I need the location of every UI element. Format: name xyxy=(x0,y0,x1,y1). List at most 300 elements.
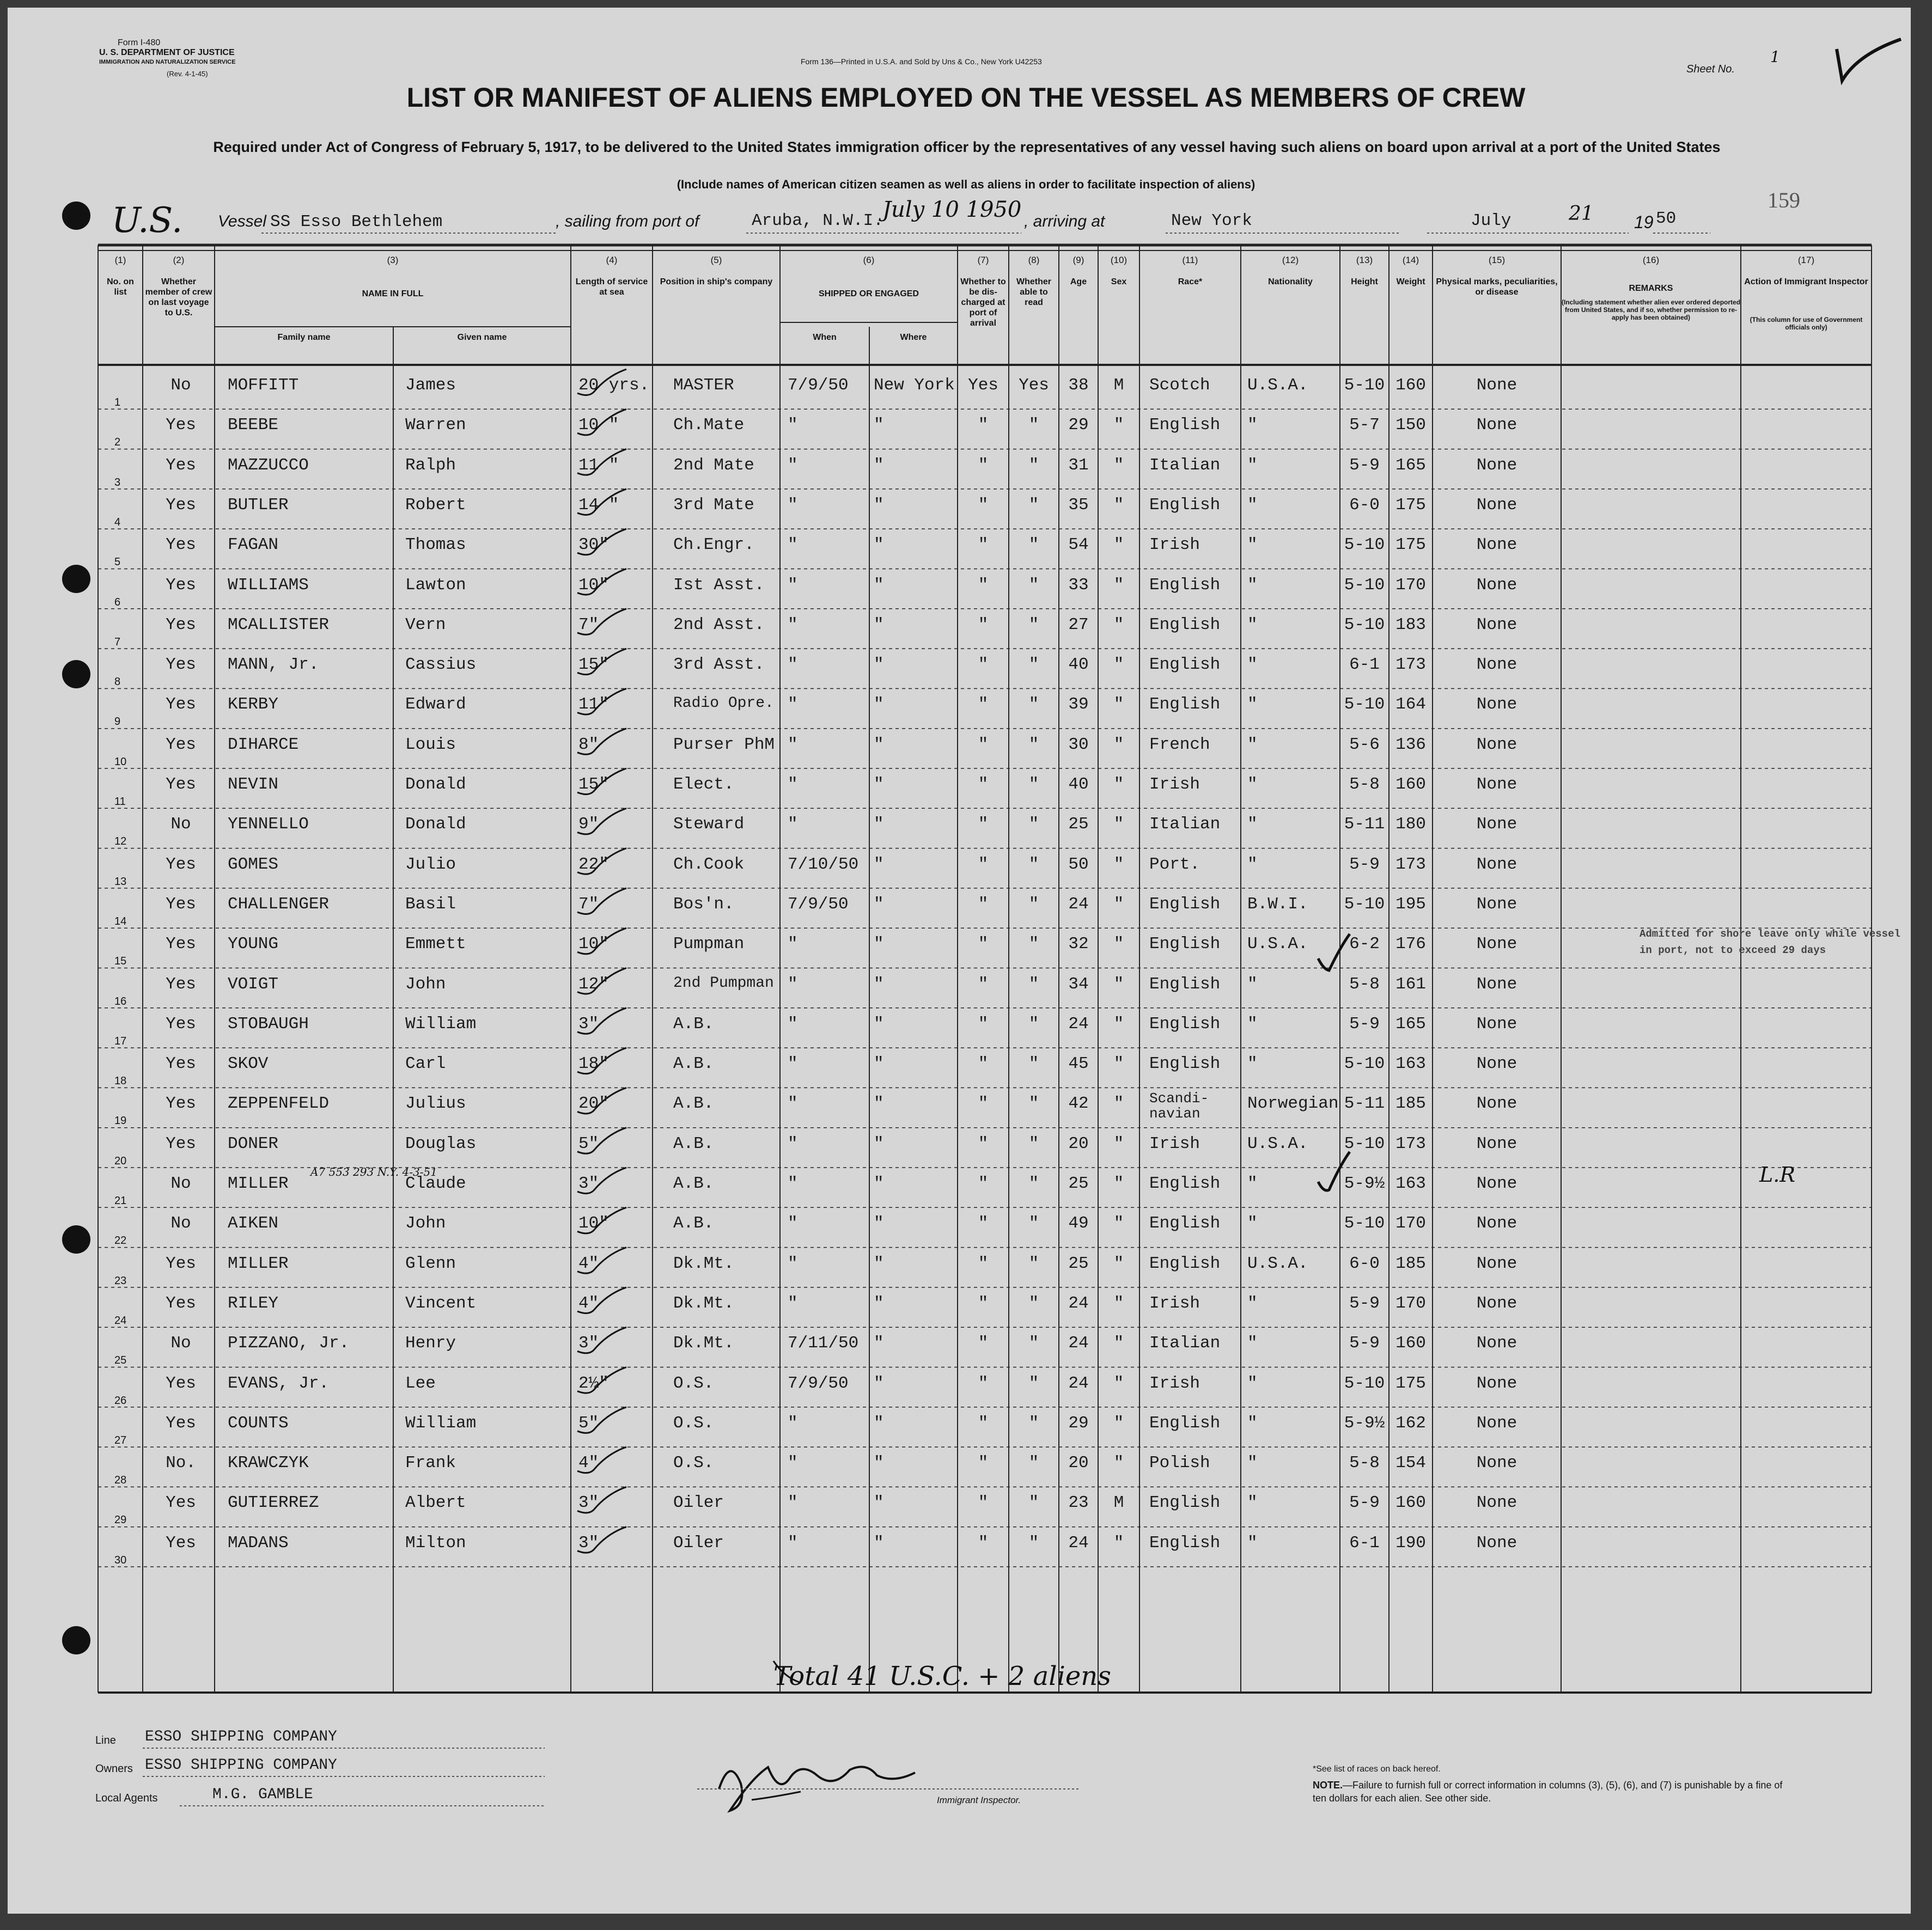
cell-sex: " xyxy=(1113,1014,1124,1034)
cell-service: 10" xyxy=(578,1214,609,1233)
cell-nat: " xyxy=(1247,1174,1258,1193)
cell-height: 5-10 xyxy=(1344,1373,1385,1393)
cell-read: " xyxy=(1028,1493,1039,1513)
column-header: REMARKS xyxy=(1629,284,1673,293)
arrival-day: 21 xyxy=(1569,203,1594,225)
cell-where: " xyxy=(874,695,884,714)
cell-service: 20 yrs. xyxy=(578,376,650,395)
cell-height: 5-9 xyxy=(1349,455,1380,475)
sailing-port: Aruba, N.W.I. xyxy=(752,211,883,230)
cell-marks: None xyxy=(1476,1334,1517,1353)
cell-race: Italian xyxy=(1149,815,1221,834)
family-name-header: Family name xyxy=(277,333,331,342)
total-note: Total 41 U.S.C. + 2 aliens xyxy=(773,1661,1111,1691)
cell-family: WILLIAMS xyxy=(228,575,309,595)
cell-when: " xyxy=(788,575,798,595)
cell-crew: Yes xyxy=(166,455,196,475)
cell-read: " xyxy=(1028,775,1039,794)
column-header: Weight xyxy=(1396,277,1425,286)
cell-disch: " xyxy=(978,1413,989,1433)
cell-where: " xyxy=(874,1293,884,1313)
cell-disch: Yes xyxy=(968,376,998,395)
cell-when: " xyxy=(788,1413,798,1433)
cell-given: Basil xyxy=(405,894,456,914)
cell-position: A.B. xyxy=(673,1014,714,1034)
cell-given: John xyxy=(405,1214,446,1233)
row-number: 18 xyxy=(114,1075,127,1088)
cell-race: Scotch xyxy=(1149,376,1210,395)
cell-family: KRAWCZYK xyxy=(228,1453,309,1473)
cell-age: 33 xyxy=(1068,575,1089,595)
cell-sex: " xyxy=(1113,974,1124,994)
cell-family: RILEY xyxy=(228,1293,279,1313)
cell-disch: " xyxy=(978,1254,989,1273)
cell-read: " xyxy=(1028,1413,1039,1433)
cell-height: 5-11 xyxy=(1344,1094,1385,1114)
cell-weight: 170 xyxy=(1395,1214,1426,1233)
cell-marks: None xyxy=(1476,1014,1517,1034)
column-header: Sex xyxy=(1111,277,1127,286)
cell-position: Elect. xyxy=(673,775,734,794)
cell-race: English xyxy=(1149,1054,1221,1074)
cell-family: COUNTS xyxy=(228,1413,289,1433)
cell-weight: 163 xyxy=(1395,1174,1426,1193)
cell-nat: " xyxy=(1247,1054,1258,1074)
cell-height: 5-10 xyxy=(1344,1214,1385,1233)
cell-height: 5-8 xyxy=(1349,974,1380,994)
cell-service: 3" xyxy=(578,1174,599,1193)
column-number: (11) xyxy=(1182,255,1198,265)
cell-position: A.B. xyxy=(673,1214,714,1233)
cell-when: " xyxy=(788,1493,798,1513)
row-number: 10 xyxy=(114,755,127,768)
cell-family: GOMES xyxy=(228,854,279,874)
cell-where: " xyxy=(874,894,884,914)
cell-sex: " xyxy=(1113,1334,1124,1353)
cell-family: BEEBE xyxy=(228,416,279,435)
cell-weight: 154 xyxy=(1395,1453,1426,1473)
cell-family: MAZZUCCO xyxy=(228,455,309,475)
cell-service: 5" xyxy=(578,1134,599,1153)
cell-disch: " xyxy=(978,1373,989,1393)
row-number: 23 xyxy=(114,1274,127,1287)
cell-service: 7" xyxy=(578,894,599,914)
cell-height: 6-0 xyxy=(1349,495,1380,515)
cell-sex: " xyxy=(1113,854,1124,874)
cell-given: Carl xyxy=(405,1054,446,1074)
cell-weight: 161 xyxy=(1395,974,1426,994)
cell-family: EVANS, Jr. xyxy=(228,1373,330,1393)
cell-weight: 175 xyxy=(1395,1373,1426,1393)
row14-remark: Admitted for shore leave only while vessel in port, not to exceed 29 days xyxy=(1640,928,1900,956)
cell-family: SKOV xyxy=(228,1054,269,1074)
cell-family: MOFFITT xyxy=(228,376,299,395)
cell-nat: " xyxy=(1247,535,1258,555)
cell-when: " xyxy=(788,495,798,515)
cell-when: " xyxy=(788,535,798,555)
cell-crew: Yes xyxy=(166,775,196,794)
column-number: (2) xyxy=(173,255,185,265)
column-number: (15) xyxy=(1488,255,1506,265)
sailing-date-hand: July 10 1950 xyxy=(882,197,1022,222)
cell-where: " xyxy=(874,1453,884,1473)
cell-read: " xyxy=(1028,1174,1039,1193)
arrival-port: New York xyxy=(1171,211,1252,230)
cell-family: FAGAN xyxy=(228,535,279,555)
cell-age: 24 xyxy=(1068,1014,1089,1034)
cell-marks: None xyxy=(1476,416,1517,435)
cell-sex: " xyxy=(1113,1453,1124,1473)
cell-service: 5" xyxy=(578,1413,599,1433)
cell-disch: " xyxy=(978,1094,989,1114)
cell-race: English xyxy=(1149,655,1221,675)
column-header: Whether member of crew on last voyage to U.S. xyxy=(145,277,212,317)
cell-family: MILLER xyxy=(228,1254,289,1273)
cell-read: " xyxy=(1028,416,1039,435)
cell-service: 4" xyxy=(578,1293,599,1313)
cell-family: CHALLENGER xyxy=(228,894,330,914)
cell-crew: Yes xyxy=(166,974,196,994)
cell-position: Dk.Mt. xyxy=(673,1334,734,1353)
column-number: (14) xyxy=(1402,255,1419,265)
footer-underlines xyxy=(0,0,654,1819)
agents-label: Local Agents xyxy=(95,1792,158,1804)
cell-read: " xyxy=(1028,495,1039,515)
cell-read: " xyxy=(1028,1014,1039,1034)
cell-race: English xyxy=(1149,495,1221,515)
form-note-line: (Include names of American citizen seamen as well as aliens in order to facilitate inspection of aliens) xyxy=(676,178,1256,191)
cell-age: 29 xyxy=(1068,416,1089,435)
cell-sex: " xyxy=(1113,695,1124,714)
cell-given: Warren xyxy=(405,416,466,435)
cell-where: " xyxy=(874,1134,884,1153)
cell-given: Julius xyxy=(405,1094,466,1114)
cell-nat: " xyxy=(1247,1413,1258,1433)
cell-where: " xyxy=(874,495,884,515)
cell-given: Claude xyxy=(405,1174,466,1193)
cell-age: 38 xyxy=(1068,376,1089,395)
arrival-year: 50 xyxy=(1656,209,1677,228)
cell-disch: " xyxy=(978,1493,989,1513)
cell-nat: " xyxy=(1247,1533,1258,1553)
row19-note: A7 553 293 N.Y. 4-3-51 xyxy=(310,1165,437,1178)
cell-nat: " xyxy=(1247,735,1258,754)
row-number: 20 xyxy=(114,1155,127,1167)
cell-position: 2nd Pumpman xyxy=(673,974,774,992)
cell-nat: " xyxy=(1247,1014,1258,1034)
cell-when: " xyxy=(788,1293,798,1313)
cell-read: Yes xyxy=(1019,376,1049,395)
cell-weight: 175 xyxy=(1395,535,1426,555)
cell-height: 5-9 xyxy=(1349,1493,1380,1513)
cell-weight: 175 xyxy=(1395,495,1426,515)
cell-weight: 160 xyxy=(1395,775,1426,794)
cell-service: 18" xyxy=(578,1054,609,1074)
cell-when: " xyxy=(788,455,798,475)
column-header: NAME IN FULL xyxy=(362,289,424,298)
when-header: When xyxy=(813,333,837,342)
cell-crew: Yes xyxy=(166,935,196,954)
cell-age: 42 xyxy=(1068,1094,1089,1114)
arrival-month: July xyxy=(1471,211,1512,230)
cell-nat: " xyxy=(1247,455,1258,475)
cell-nat: " xyxy=(1247,854,1258,874)
cell-family: PIZZANO, Jr. xyxy=(228,1334,350,1353)
cell-when: 7/9/50 xyxy=(788,1373,849,1393)
cell-race: Irish xyxy=(1149,535,1200,555)
column-header: No. on list xyxy=(107,277,134,297)
arriving-label: , arriving at xyxy=(1024,212,1105,230)
cell-position: Ist Asst. xyxy=(673,575,765,595)
cell-where: " xyxy=(874,1373,884,1393)
cell-weight: 163 xyxy=(1395,1054,1426,1074)
cell-height: 5-8 xyxy=(1349,1453,1380,1473)
cell-weight: 195 xyxy=(1395,894,1426,914)
cell-service: 10" xyxy=(578,935,609,954)
cell-read: " xyxy=(1028,935,1039,954)
cell-family: KERBY xyxy=(228,695,279,714)
action-note: (This column for use of Government officials only) xyxy=(1750,316,1863,331)
cell-nat: " xyxy=(1247,1214,1258,1233)
column-number: (9) xyxy=(1072,255,1084,265)
cell-marks: None xyxy=(1476,575,1517,595)
cell-given: William xyxy=(405,1014,477,1034)
row-number: 1 xyxy=(114,396,121,408)
cell-given: Louis xyxy=(405,735,456,754)
cell-family: MCALLISTER xyxy=(228,615,330,634)
cell-where: " xyxy=(874,1493,884,1513)
cell-height: 5-10 xyxy=(1344,535,1385,555)
cell-service: 14 " xyxy=(578,495,619,515)
cell-where: " xyxy=(874,1334,884,1353)
cell-nat: " xyxy=(1247,695,1258,714)
cell-height: 5-10 xyxy=(1344,615,1385,634)
row-number: 19 xyxy=(114,1115,127,1127)
owners-value: ESSO SHIPPING COMPANY xyxy=(145,1757,337,1774)
cell-nat: " xyxy=(1247,495,1258,515)
cell-height: 6-1 xyxy=(1349,1533,1380,1553)
inspector-underline xyxy=(697,1786,1078,1792)
cell-sex: " xyxy=(1113,894,1124,914)
cell-sex: " xyxy=(1113,655,1124,675)
cell-crew: Yes xyxy=(166,695,196,714)
cell-disch: " xyxy=(978,1293,989,1313)
cell-family: VOIGT xyxy=(228,974,279,994)
cell-given: Vincent xyxy=(405,1293,477,1313)
cell-weight: 136 xyxy=(1395,735,1426,754)
cell-sex: " xyxy=(1113,575,1124,595)
cell-race: Port. xyxy=(1149,854,1200,874)
cell-position: Ch.Engr. xyxy=(673,535,754,555)
cell-given: Julio xyxy=(405,854,456,874)
cell-where: " xyxy=(874,1054,884,1074)
cell-marks: None xyxy=(1476,1293,1517,1313)
cell-when: " xyxy=(788,615,798,634)
column-header: Length of service at sea xyxy=(575,277,648,297)
cell-when: " xyxy=(788,735,798,754)
cell-height: 5-9 xyxy=(1349,854,1380,874)
cell-service: 9" xyxy=(578,815,599,834)
cell-position: Dk.Mt. xyxy=(673,1254,734,1273)
cell-disch: " xyxy=(978,655,989,675)
row-number: 6 xyxy=(114,596,121,608)
cell-nat: " xyxy=(1247,1334,1258,1353)
cell-sex: " xyxy=(1113,1373,1124,1393)
cell-when: 7/10/50 xyxy=(788,854,859,874)
cell-disch: " xyxy=(978,815,989,834)
cell-race: English xyxy=(1149,1014,1221,1034)
cell-height: 5-10 xyxy=(1344,376,1385,395)
vessel-label: Vessel xyxy=(218,212,266,230)
cell-read: " xyxy=(1028,535,1039,555)
cell-crew: No xyxy=(170,1174,191,1193)
cell-race: Scandi- navian xyxy=(1149,1090,1209,1122)
cell-when: " xyxy=(788,1174,798,1193)
cell-given: Emmett xyxy=(405,935,466,954)
row-number: 14 xyxy=(114,915,127,927)
cell-read: " xyxy=(1028,974,1039,994)
cell-read: " xyxy=(1028,1293,1039,1313)
column-number: (16) xyxy=(1642,255,1660,265)
cell-crew: Yes xyxy=(166,535,196,555)
cell-sex: " xyxy=(1113,416,1124,435)
column-number: (8) xyxy=(1028,255,1040,265)
cell-service: 4" xyxy=(578,1453,599,1473)
cell-height: 5-8 xyxy=(1349,775,1380,794)
row-number: 21 xyxy=(114,1195,127,1207)
cell-given: John xyxy=(405,974,446,994)
cell-where: " xyxy=(874,935,884,954)
cell-age: 45 xyxy=(1068,1054,1089,1074)
cell-height: 5-9 xyxy=(1349,1334,1380,1353)
cell-height: 5-10 xyxy=(1344,695,1385,714)
cell-crew: Yes xyxy=(166,416,196,435)
cell-family: BUTLER xyxy=(228,495,289,515)
cell-weight: 183 xyxy=(1395,615,1426,634)
cell-disch: " xyxy=(978,575,989,595)
cell-race: English xyxy=(1149,695,1221,714)
cell-age: 40 xyxy=(1068,655,1089,675)
cell-race: English xyxy=(1149,935,1221,954)
cell-crew: No xyxy=(170,376,191,395)
cell-service: 22" xyxy=(578,854,609,874)
cell-crew: Yes xyxy=(166,1134,196,1153)
cell-crew: No xyxy=(170,815,191,834)
cell-age: 35 xyxy=(1068,495,1089,515)
cell-where: New York xyxy=(874,376,955,395)
cell-weight: 160 xyxy=(1395,1493,1426,1513)
row-number: 22 xyxy=(114,1235,127,1247)
cell-height: 5-11 xyxy=(1344,815,1385,834)
cell-disch: " xyxy=(978,1453,989,1473)
cell-sex: " xyxy=(1113,615,1124,634)
cell-where: " xyxy=(874,1254,884,1273)
cell-marks: None xyxy=(1476,974,1517,994)
column-header: Position in ship's company xyxy=(660,277,773,286)
cell-family: AIKEN xyxy=(228,1214,279,1233)
cell-marks: None xyxy=(1476,854,1517,874)
cell-position: 3rd Asst. xyxy=(673,655,765,675)
cell-when: " xyxy=(788,1214,798,1233)
cell-age: 24 xyxy=(1068,894,1089,914)
cell-age: 32 xyxy=(1068,935,1089,954)
cell-weight: 185 xyxy=(1395,1094,1426,1114)
cell-weight: 165 xyxy=(1395,455,1426,475)
cell-weight: 173 xyxy=(1395,854,1426,874)
line-label: Line xyxy=(95,1734,116,1746)
cell-read: " xyxy=(1028,575,1039,595)
cell-where: " xyxy=(874,575,884,595)
form-id: Form I-480 xyxy=(118,38,161,47)
cell-given: Donald xyxy=(405,775,466,794)
cell-race: English xyxy=(1149,1174,1221,1193)
cell-age: 25 xyxy=(1068,1174,1089,1193)
cell-service: 8" xyxy=(578,735,599,754)
row-number: 8 xyxy=(114,676,121,688)
cell-when: 7/11/50 xyxy=(788,1334,859,1353)
row-number: 7 xyxy=(114,636,121,648)
column-header: Whether able to read xyxy=(1016,277,1051,307)
cell-race: Irish xyxy=(1149,1373,1200,1393)
row-number: 27 xyxy=(114,1434,127,1446)
row-number: 15 xyxy=(114,955,127,968)
cell-marks: None xyxy=(1476,1094,1517,1114)
cell-service: 12" xyxy=(578,974,609,994)
cell-marks: None xyxy=(1476,894,1517,914)
cell-height: 5-7 xyxy=(1349,416,1380,435)
cell-nat: " xyxy=(1247,1293,1258,1313)
cell-race: Irish xyxy=(1149,1134,1200,1153)
cell-marks: None xyxy=(1476,935,1517,954)
cell-where: " xyxy=(874,655,884,675)
cell-marks: None xyxy=(1476,1493,1517,1513)
cell-read: " xyxy=(1028,455,1039,475)
column-number: (4) xyxy=(606,255,618,265)
cell-crew: Yes xyxy=(166,1254,196,1273)
cell-position: Dk.Mt. xyxy=(673,1293,734,1313)
cell-sex: " xyxy=(1113,1174,1124,1193)
cell-service: 11" xyxy=(578,695,609,714)
service: IMMIGRATION AND NATURALIZATION SERVICE xyxy=(99,59,236,65)
row19-action: L.R xyxy=(1759,1163,1795,1187)
cell-height: 5-10 xyxy=(1344,1054,1385,1074)
cell-service: 7" xyxy=(578,615,599,634)
cell-age: 20 xyxy=(1068,1134,1089,1153)
cell-when: " xyxy=(788,1134,798,1153)
remarks-note: (Including statement whether alien ever ordered deported from United States, and if so, whether permission to re-apply has been obtained) xyxy=(1561,298,1741,321)
form-subtitle: Required under Act of Congress of February 5, 1917, to be delivered to the United States immigration officer by the representatives of any vessel having such aliens on board upon arrival at a port of the United States xyxy=(213,139,1721,155)
column-header: SHIPPED OR ENGAGED xyxy=(818,289,919,298)
cell-where: " xyxy=(874,535,884,555)
cell-race: Polish xyxy=(1149,1453,1210,1473)
cell-marks: None xyxy=(1476,535,1517,555)
cell-nat: U.S.A. xyxy=(1247,1254,1308,1273)
cell-race: English xyxy=(1149,1493,1221,1513)
cell-disch: " xyxy=(978,974,989,994)
cell-marks: None xyxy=(1476,735,1517,754)
row-number: 12 xyxy=(114,835,127,848)
cell-race: French xyxy=(1149,735,1210,754)
cell-disch: " xyxy=(978,1014,989,1034)
cell-crew: Yes xyxy=(166,655,196,675)
cell-marks: None xyxy=(1476,1533,1517,1553)
cell-race: English xyxy=(1149,1254,1221,1273)
cell-age: 54 xyxy=(1068,535,1089,555)
cell-marks: None xyxy=(1476,1413,1517,1433)
cell-disch: " xyxy=(978,1174,989,1193)
cell-read: " xyxy=(1028,655,1039,675)
cell-nat: U.S.A. xyxy=(1247,935,1308,954)
